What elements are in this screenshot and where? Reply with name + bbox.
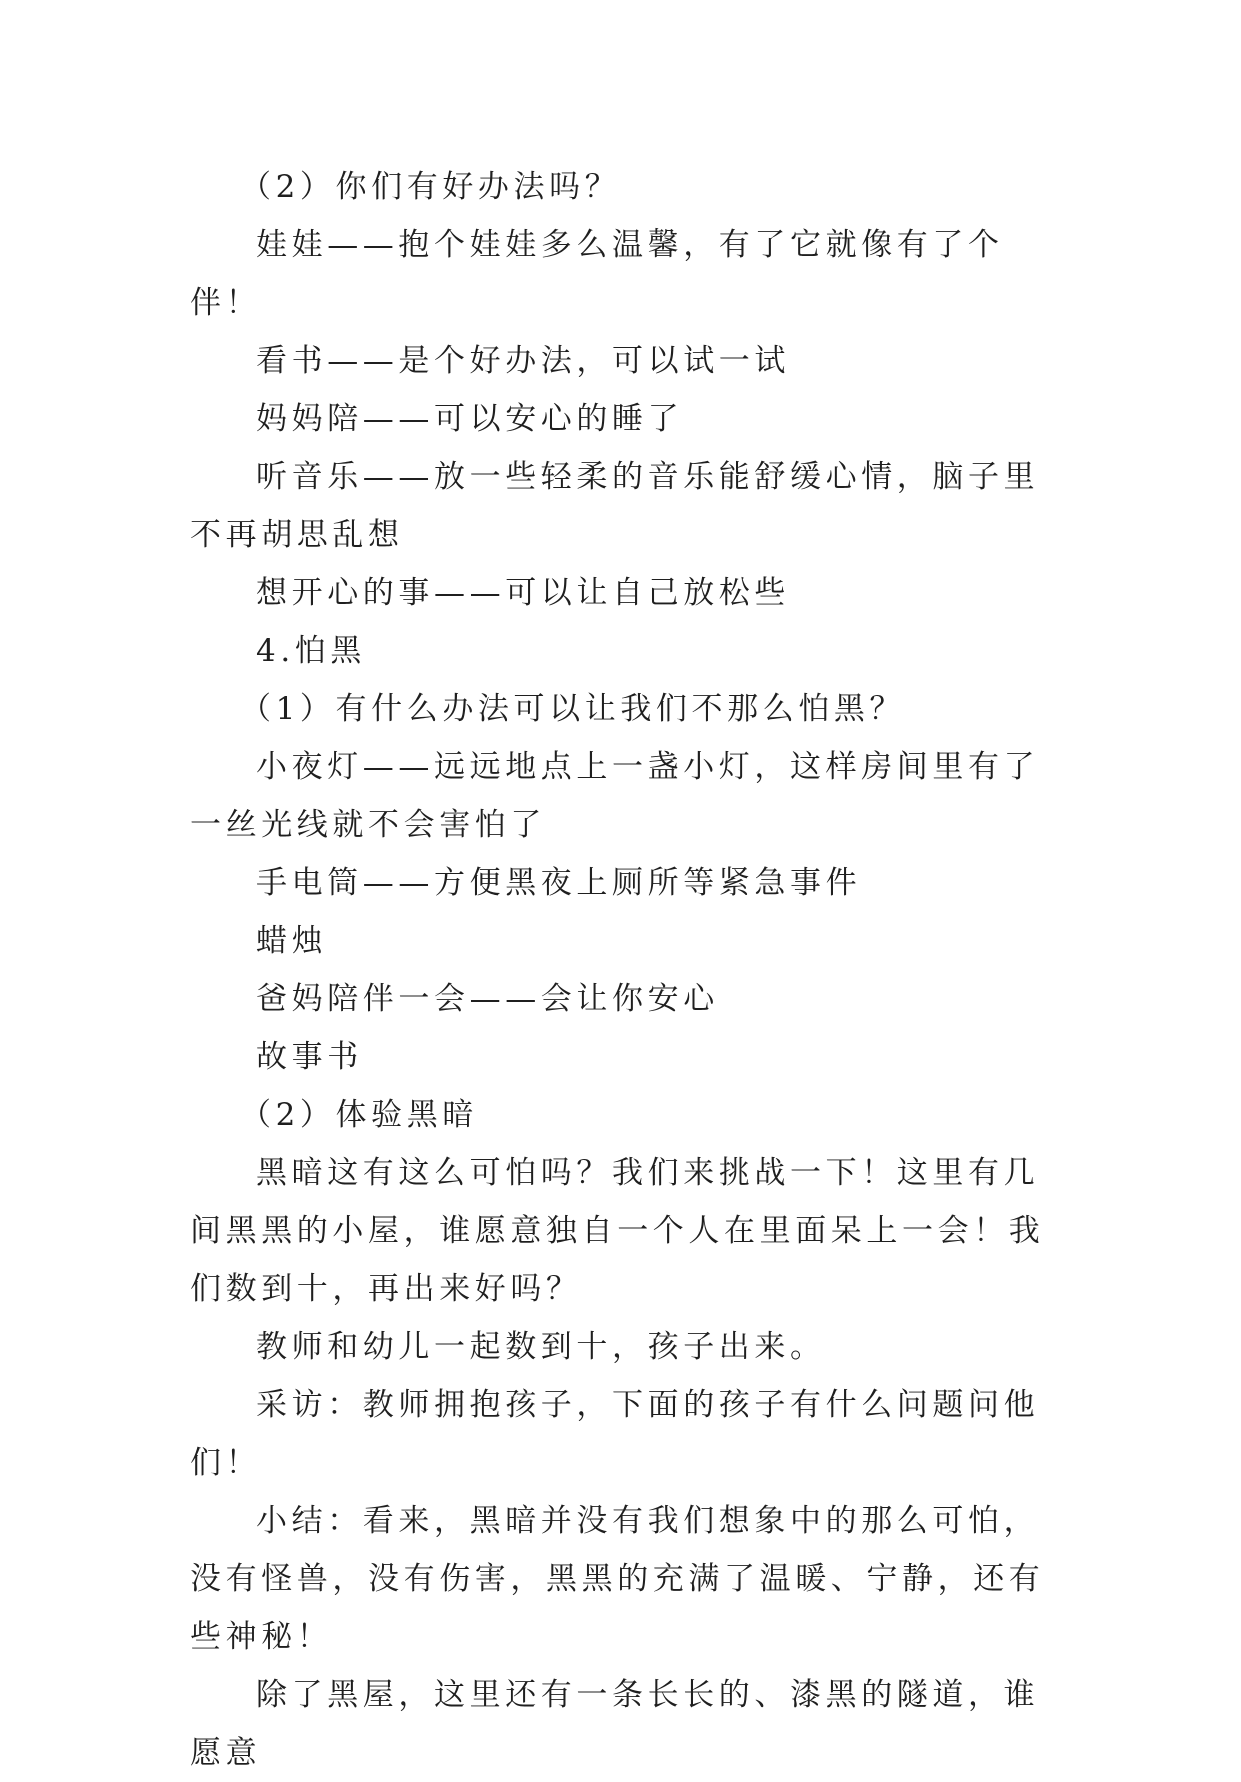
- paragraph: 蜡烛: [256, 923, 328, 959]
- paragraph: 手电筒——方便黑夜上厕所等紧急事件: [256, 865, 862, 901]
- paragraph: 娃娃——抱个娃娃多么温馨，有了它就像有了个伴！: [190, 227, 1004, 321]
- paragraph: 爸妈陪伴一会——会让你安心: [256, 981, 719, 1017]
- paragraph: 小结：看来，黑暗并没有我们想象中的那么可怕，没有怪兽，没有伤害，黑黑的充满了温暖、宁静，还有些神秘！: [190, 1503, 1045, 1655]
- section-heading: 4.怕黑: [256, 633, 366, 669]
- paragraph: 看书——是个好办法，可以试一试: [256, 343, 790, 379]
- paragraph: 采访：教师拥抱孩子，下面的孩子有什么问题问他们！: [190, 1387, 1040, 1481]
- paragraph: （2）体验黑暗: [240, 1097, 478, 1133]
- paragraph: （1）有什么办法可以让我们不那么怕黑？: [240, 691, 906, 727]
- paragraph: （2）你们有好办法吗？: [240, 169, 621, 205]
- paragraph: 小夜灯——远远地点上一盏小灯，这样房间里有了一丝光线就不会害怕了: [190, 749, 1040, 843]
- paragraph: 妈妈陪——可以安心的睡了: [256, 401, 684, 437]
- paragraph: 除了黑屋，这里还有一条长长的、漆黑的隧道，谁愿意: [190, 1677, 1040, 1771]
- paragraph: 想开心的事——可以让自己放松些: [256, 575, 790, 611]
- paragraph: 听音乐——放一些轻柔的音乐能舒缓心情，脑子里不再胡思乱想: [190, 459, 1040, 553]
- paragraph: 故事书: [256, 1039, 363, 1075]
- document-body: [190, 158, 1060, 1782]
- paragraph: 黑暗这有这么可怕吗？我们来挑战一下！这里有几间黑黑的小屋，谁愿意独自一个人在里面呆上一会！我们数到十，再出来好吗？: [190, 1155, 1045, 1307]
- paragraph: 教师和幼儿一起数到十，孩子出来。: [256, 1329, 826, 1365]
